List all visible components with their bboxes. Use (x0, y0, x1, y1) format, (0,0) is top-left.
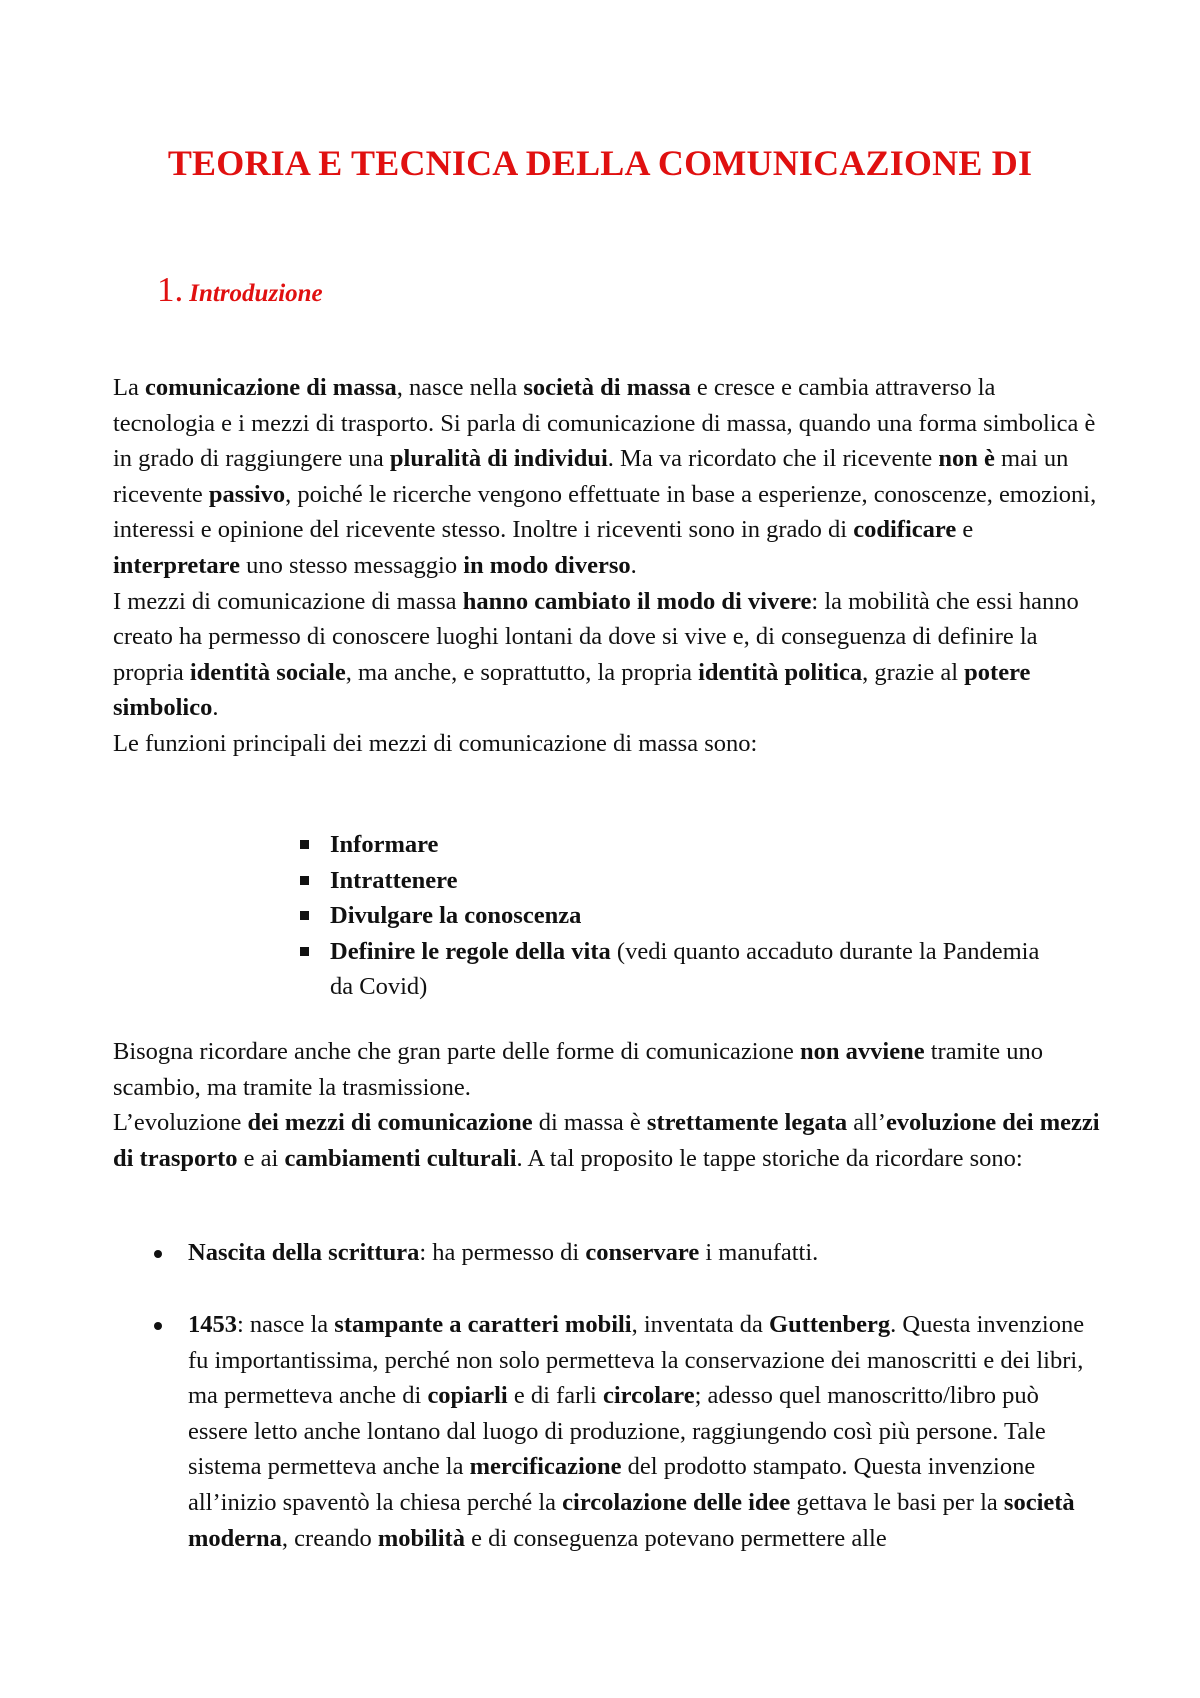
list-item (300, 827, 1060, 863)
bold-run: identità politica (698, 658, 863, 686)
bold-run: potere simbolico (113, 658, 1031, 722)
paragraph-evolution (113, 1105, 1103, 1176)
text-run: La (113, 374, 145, 401)
bold-run: mercificazione (469, 1453, 622, 1481)
paragraph-media-change (113, 584, 1103, 726)
bold-run: copiarli (427, 1382, 508, 1410)
bold-run: passivo (208, 480, 286, 508)
text-run: e di conseguenza potevano permettere alle (464, 1524, 887, 1552)
text-run: e ai (237, 1144, 285, 1172)
text-run: . A tal proposito le tappe storiche da ricordare sono: (516, 1144, 1023, 1172)
text-run: , poiché le ricerche vengono effettuate in base a esperienze, conoscenze, emozioni, interessi e opinione del ricevente stesso. Inoltre i riceventi sono in grado di (113, 480, 1097, 544)
list-item (300, 934, 1060, 1005)
bold-run: evoluzione dei mezzi di trasporto (113, 1109, 1100, 1172)
paragraph-transmission (113, 1034, 1103, 1105)
section-heading (157, 270, 323, 310)
text-run: all’ (847, 1109, 886, 1137)
text-run: , inventata da (631, 1311, 770, 1338)
bold-run: 1453 (188, 1311, 237, 1338)
bold-run: conservare (585, 1239, 700, 1266)
bold-run: Divulgare la conoscenza (330, 902, 582, 930)
paragraph-functions-intro: Le funzioni principali dei mezzi di comunicazione di massa sono: (113, 729, 758, 757)
text-run: , ma anche, e soprattutto, la propria (345, 658, 699, 686)
paragraph-mass-communication (113, 370, 1103, 584)
text-run: : ha permesso di (419, 1239, 586, 1266)
bold-run: dei mezzi di comunicazione (247, 1109, 533, 1137)
text-run: , grazie al (862, 658, 965, 686)
text-run: tramite uno scambio, ma tramite la trasmissione. (113, 1038, 1043, 1101)
text-run: I mezzi di comunicazione di massa (113, 587, 463, 615)
bold-run: stampante a caratteri mobili (334, 1311, 632, 1338)
intro-body (113, 370, 1103, 762)
milestones-list (154, 1235, 1094, 1271)
text-run: mai un ricevente (113, 445, 1069, 508)
text-run: , nasce nella (396, 374, 524, 401)
section-label: Introduzione (189, 280, 323, 307)
text-run: : nasce la (237, 1311, 335, 1338)
text-run: . Questa invenzione fu importantissima, perché non solo permetteva la conservazione dei manoscritti e dei libri, ma permetteva anche di (188, 1311, 1085, 1410)
list-item (154, 1235, 1094, 1271)
bold-run: Intrattenere (330, 866, 458, 894)
document-title: TEORIA E TECNICA DELLA COMUNICAZIONE DI (167, 143, 1033, 183)
bold-run: comunicazione di massa (144, 374, 397, 401)
text-run: . (212, 694, 219, 722)
list-item (154, 1307, 1094, 1556)
bold-run: non avviene (800, 1038, 925, 1065)
text-run: : la mobilità che essi hanno creato ha permesso di conoscere luoghi lontani da dove si vive e, di conseguenza di definire la propria (113, 587, 1079, 686)
bold-run: in modo diverso (463, 551, 631, 579)
bold-run: non è (938, 445, 995, 473)
bold-run: Nascita della scrittura (188, 1239, 420, 1266)
bold-run: hanno cambiato il modo di vivere (462, 587, 812, 615)
text-run: . (630, 551, 637, 579)
bold-run: Definire le regole della vita (330, 937, 611, 965)
functions-list (300, 827, 1060, 1005)
text-run: e (956, 516, 974, 544)
bold-run: pluralità di individui (389, 445, 608, 473)
bold-run: mobilità (377, 1524, 465, 1552)
text-run: di massa è (532, 1109, 647, 1137)
list-item (300, 898, 1060, 934)
section-number: 1. (157, 270, 184, 309)
text-run: del prodotto stampato. Questa invenzione all’inizio spaventò la chiesa perché la (188, 1453, 1036, 1516)
bold-run: identità sociale (189, 658, 346, 686)
list-item (300, 863, 1060, 899)
bold-run: circolazione delle idee (562, 1488, 791, 1516)
bold-run: Guttenberg (769, 1311, 891, 1338)
bold-run: circolare (602, 1382, 695, 1410)
text-run: L’evoluzione (113, 1109, 248, 1137)
text-run: ; adesso quel manoscritto/libro può essere letto anche lontano dal luogo di produzione, raggiungendo così più persone. Tale sistema permetteva anche la (188, 1382, 1046, 1481)
text-run: (vedi quanto accaduto durante la Pandemia da Covid) (330, 937, 1040, 1001)
bold-run: strettamente legata (646, 1109, 848, 1137)
text-run: . Ma va ricordato che il ricevente (607, 445, 939, 473)
text-run: i manufatti. (699, 1239, 819, 1266)
text-run: Bisogna ricordare anche che gran parte delle forme di comunicazione (113, 1038, 801, 1065)
text-run: uno stesso messaggio (240, 551, 464, 579)
milestones-list-continued (154, 1307, 1094, 1556)
text-run: gettava le basi per la (790, 1488, 1004, 1516)
bold-run: interpretare (113, 551, 240, 579)
bold-run: società moderna (188, 1488, 1075, 1552)
text-run: e cresce e cambia attraverso la tecnologia e i mezzi di trasporto. Si parla di comunicazione di massa, quando una forma simbolica è in grado di raggiungere una (113, 374, 1096, 473)
bold-run: cambiamenti culturali (284, 1144, 517, 1172)
bold-run: codificare (853, 516, 957, 544)
evolution-body (113, 1034, 1103, 1176)
text-run: , creando (281, 1524, 378, 1552)
text-run: e di farli (507, 1382, 603, 1410)
bold-run: società di massa (523, 374, 691, 401)
bold-run: Informare (330, 831, 439, 858)
